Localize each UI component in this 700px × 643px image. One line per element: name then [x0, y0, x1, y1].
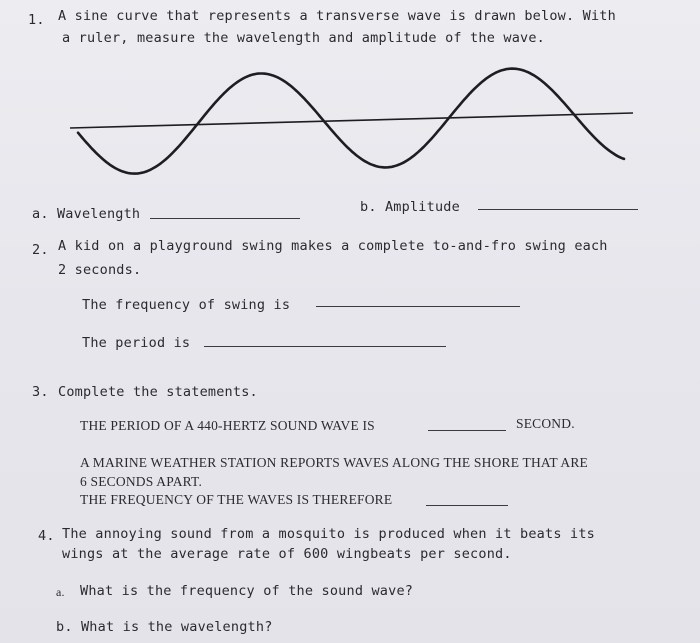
q3-number: 3.: [32, 384, 49, 400]
wavelength-answer-blank[interactable]: [150, 218, 300, 219]
q3-statement1: THE PERIOD OF A 440-HERTZ SOUND WAVE IS: [80, 418, 375, 433]
q4-text-line1: The annoying sound from a mosquito is produced when it beats its: [62, 526, 595, 542]
q4-number: 4.: [38, 528, 55, 544]
q1b-amplitude-label: b. Amplitude: [360, 199, 460, 215]
sine-wave-figure: [0, 0, 700, 200]
q3-statement1-blank[interactable]: [428, 430, 506, 431]
q3-statement2-line3: THE FREQUENCY OF THE WAVES IS THEREFORE: [80, 492, 393, 507]
q2-frequency-prompt: The frequency of swing is: [82, 297, 291, 313]
q1-number: 1.: [28, 12, 45, 28]
q1a-wavelength-label: a. Wavelength: [32, 206, 141, 222]
q3-statement2-line2: 6 SECONDS APART.: [80, 474, 203, 489]
q3-statement2-blank[interactable]: [426, 505, 508, 506]
frequency-answer-blank[interactable]: [316, 306, 520, 307]
q1-text-line1: A sine curve that represents a transverse wave is drawn below. With: [58, 8, 616, 24]
q3-statement1-unit: SECOND.: [516, 416, 575, 431]
q4a-marker: a.: [56, 585, 65, 599]
q2-period-prompt: The period is: [82, 335, 191, 351]
q3-title: Complete the statements.: [58, 384, 258, 400]
q4-text-line2: wings at the average rate of 600 wingbeats per second.: [62, 546, 512, 562]
wave-axis-line: [70, 113, 633, 128]
q2-text-line1: A kid on a playground swing makes a complete to-and-fro swing each: [58, 238, 608, 254]
amplitude-answer-blank[interactable]: [478, 209, 638, 210]
q4a-question: What is the frequency of the sound wave?: [80, 583, 414, 599]
q2-number: 2.: [32, 242, 49, 258]
q2-text-line2: 2 seconds.: [58, 262, 142, 278]
q4b-question: b. What is the wavelength?: [56, 619, 273, 635]
q3-statement2-line1: A MARINE WEATHER STATION REPORTS WAVES ALONG THE SHORE THAT ARE: [80, 455, 588, 470]
period-answer-blank[interactable]: [204, 346, 446, 347]
q1-text-line2: a ruler, measure the wavelength and amplitude of the wave.: [62, 30, 546, 46]
